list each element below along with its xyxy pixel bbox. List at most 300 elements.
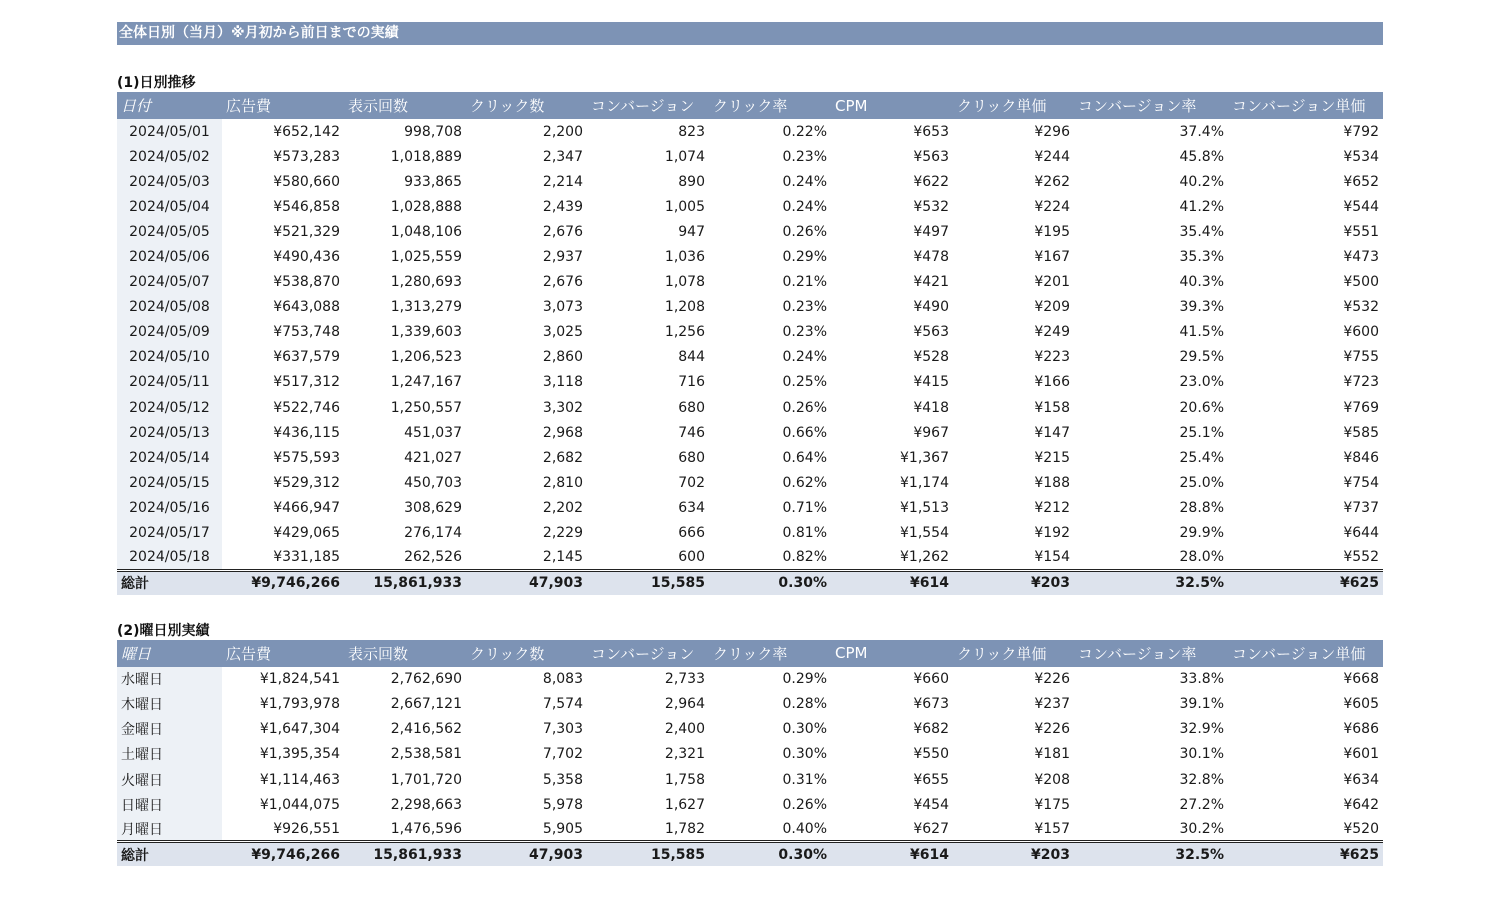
table-cell: 450,703: [404, 474, 462, 491]
table-cell: 0.64%: [782, 449, 827, 466]
table-cell: ¥737: [1343, 499, 1379, 516]
table-cell: ¥212: [1034, 499, 1070, 516]
table-cell: ¥769: [1343, 399, 1379, 416]
table-cell: ¥634: [1343, 771, 1379, 788]
table-cell: 2,937: [542, 249, 583, 266]
table-cell: ¥166: [1034, 374, 1070, 391]
column-header: コンバージョン単価: [1228, 92, 1383, 119]
table-cell: 25.0%: [1179, 474, 1224, 491]
table-row: [117, 270, 1383, 295]
table-cell: 28.8%: [1179, 499, 1224, 516]
table-cell: ¥652: [1343, 173, 1379, 190]
column-header: 表示回数: [344, 92, 466, 119]
table-cell: 0.24%: [782, 173, 827, 190]
table-cell: ¥415: [913, 374, 949, 391]
total-cell: 0.30%: [709, 842, 831, 867]
table-cell: ¥195: [1034, 223, 1070, 240]
total-cell: 15,585: [587, 842, 709, 867]
table-cell: ¥846: [1343, 449, 1379, 466]
row-label-cell: 2024/05/07: [117, 270, 222, 295]
table-cell: 5,905: [542, 820, 583, 837]
table-cell: 0.23%: [782, 299, 827, 316]
table-cell: ¥1,367: [900, 449, 949, 466]
table-cell: 35.4%: [1179, 223, 1224, 240]
total-cell: 32.5%: [1074, 570, 1228, 595]
table-cell: ¥627: [913, 820, 949, 837]
table-cell: 2,321: [664, 746, 705, 763]
row-label-cell: 2024/05/01: [117, 119, 222, 144]
table-cell: 32.8%: [1179, 771, 1224, 788]
table-cell: 1,048,106: [390, 223, 462, 240]
table-cell: 0.28%: [782, 696, 827, 713]
table-cell: 0.23%: [782, 148, 827, 165]
row-label-cell: 2024/05/05: [117, 219, 222, 244]
table-cell: 1,476,596: [390, 820, 462, 837]
table-cell: ¥563: [913, 148, 949, 165]
column-header: CPM: [831, 92, 953, 119]
table-cell: ¥529,312: [273, 474, 340, 491]
daily-table-header: [117, 92, 1383, 119]
table-cell: 2,968: [542, 424, 583, 441]
table-cell: 0.21%: [782, 274, 827, 291]
table-cell: ¥1,174: [900, 474, 949, 491]
row-label-cell: 木曜日: [117, 692, 222, 717]
column-header: コンバージョン: [587, 92, 709, 119]
table-cell: ¥429,065: [273, 525, 340, 542]
table-cell: ¥605: [1343, 696, 1379, 713]
table-row: [117, 792, 1383, 817]
table-cell: ¥215: [1034, 449, 1070, 466]
report-page: [117, 22, 1383, 866]
table-cell: 0.22%: [782, 123, 827, 140]
total-cell: ¥614: [831, 842, 953, 867]
table-cell: ¥644: [1343, 525, 1379, 542]
table-cell: ¥223: [1034, 349, 1070, 366]
table-cell: ¥528: [913, 349, 949, 366]
table-row: [117, 667, 1383, 692]
row-label-cell: 2024/05/03: [117, 169, 222, 194]
total-label-cell: 総計: [117, 842, 222, 867]
table-cell: ¥473: [1343, 249, 1379, 266]
table-cell: 716: [678, 374, 705, 391]
table-row: [117, 546, 1383, 571]
table-cell: 2,676: [542, 274, 583, 291]
total-cell: ¥9,746,266: [222, 842, 344, 867]
table-cell: ¥580,660: [273, 173, 340, 190]
total-cell: 15,861,933: [344, 570, 466, 595]
column-header: コンバージョン率: [1074, 640, 1228, 667]
table-cell: ¥226: [1034, 671, 1070, 688]
total-row: [117, 570, 1383, 595]
table-row: [117, 370, 1383, 395]
table-cell: 2,202: [542, 499, 583, 516]
table-cell: 1,250,557: [390, 399, 462, 416]
table-cell: 23.0%: [1179, 374, 1224, 391]
column-header: CPM: [831, 640, 953, 667]
table-cell: 2,145: [542, 549, 583, 566]
table-cell: 0.30%: [782, 746, 827, 763]
table-row: [117, 320, 1383, 345]
table-cell: ¥1,513: [900, 499, 949, 516]
row-label-cell: 2024/05/06: [117, 244, 222, 269]
table-cell: ¥643,088: [273, 299, 340, 316]
table-cell: 1,280,693: [390, 274, 462, 291]
row-label-cell: 2024/05/10: [117, 345, 222, 370]
table-cell: ¥175: [1034, 796, 1070, 813]
table-cell: ¥686: [1343, 721, 1379, 738]
table-cell: ¥331,185: [273, 549, 340, 566]
row-label-cell: 2024/05/12: [117, 395, 222, 420]
table-cell: 0.23%: [782, 324, 827, 341]
table-row: [117, 295, 1383, 320]
table-cell: ¥552: [1343, 549, 1379, 566]
column-header: 表示回数: [344, 640, 466, 667]
table-cell: ¥754: [1343, 474, 1379, 491]
table-cell: ¥600: [1343, 324, 1379, 341]
daily-table-total: [117, 570, 1383, 595]
column-header: コンバージョン率: [1074, 92, 1228, 119]
table-cell: ¥753,748: [273, 324, 340, 341]
table-cell: ¥521,329: [273, 223, 340, 240]
table-cell: 0.25%: [782, 374, 827, 391]
table-cell: 2,860: [542, 349, 583, 366]
table-row: [117, 445, 1383, 470]
table-cell: 28.0%: [1179, 549, 1224, 566]
column-header: 曜日: [117, 640, 222, 667]
table-cell: 2,667,121: [390, 696, 462, 713]
weekday-section-title: (2)曜日別実績: [117, 622, 210, 639]
table-cell: 3,025: [542, 324, 583, 341]
table-cell: ¥158: [1034, 399, 1070, 416]
table-cell: ¥237: [1034, 696, 1070, 713]
table-cell: ¥454: [913, 796, 949, 813]
header-row: [117, 640, 1383, 667]
table-cell: 2,347: [542, 148, 583, 165]
table-cell: 5,358: [542, 771, 583, 788]
table-cell: ¥532: [913, 198, 949, 215]
row-label-cell: 2024/05/11: [117, 370, 222, 395]
table-cell: ¥209: [1034, 299, 1070, 316]
table-cell: 1,208: [664, 299, 705, 316]
table-cell: 0.29%: [782, 671, 827, 688]
table-cell: ¥181: [1034, 746, 1070, 763]
table-row: [117, 742, 1383, 767]
total-cell: 47,903: [466, 570, 587, 595]
table-cell: ¥500: [1343, 274, 1379, 291]
table-cell: 634: [678, 499, 705, 516]
table-cell: 35.3%: [1179, 249, 1224, 266]
table-cell: ¥522,746: [273, 399, 340, 416]
table-cell: 20.6%: [1179, 399, 1224, 416]
table-cell: ¥201: [1034, 274, 1070, 291]
table-row: [117, 817, 1383, 842]
table-cell: 0.62%: [782, 474, 827, 491]
table-cell: 0.82%: [782, 549, 827, 566]
table-cell: ¥249: [1034, 324, 1070, 341]
total-row: [117, 842, 1383, 867]
weekday-table-total: [117, 842, 1383, 867]
table-cell: ¥478: [913, 249, 949, 266]
table-cell: 0.26%: [782, 223, 827, 240]
table-cell: 844: [678, 349, 705, 366]
table-cell: 25.1%: [1179, 424, 1224, 441]
table-cell: ¥967: [913, 424, 949, 441]
table-cell: ¥520: [1343, 820, 1379, 837]
table-cell: 1,025,559: [390, 249, 462, 266]
table-cell: 2,682: [542, 449, 583, 466]
table-cell: ¥157: [1034, 820, 1070, 837]
table-cell: 702: [678, 474, 705, 491]
table-cell: 39.3%: [1179, 299, 1224, 316]
table-cell: 27.2%: [1179, 796, 1224, 813]
table-cell: ¥296: [1034, 123, 1070, 140]
table-cell: ¥544: [1343, 198, 1379, 215]
table-cell: 2,400: [664, 721, 705, 738]
row-label-cell: 2024/05/02: [117, 144, 222, 169]
table-cell: 1,028,888: [390, 198, 462, 215]
weekday-table-header: [117, 640, 1383, 667]
column-header: クリック数: [466, 92, 587, 119]
row-label-cell: 月曜日: [117, 817, 222, 842]
table-cell: 451,037: [404, 424, 462, 441]
table-cell: ¥517,312: [273, 374, 340, 391]
table-cell: 39.1%: [1179, 696, 1224, 713]
table-cell: ¥1,044,075: [259, 796, 340, 813]
table-cell: ¥563: [913, 324, 949, 341]
table-cell: ¥224: [1034, 198, 1070, 215]
header-row: [117, 92, 1383, 119]
table-cell: 890: [678, 173, 705, 190]
table-cell: 2,416,562: [390, 721, 462, 738]
table-row: [117, 119, 1383, 144]
table-cell: ¥244: [1034, 148, 1070, 165]
table-row: [117, 219, 1383, 244]
table-cell: ¥466,947: [273, 499, 340, 516]
total-cell: 0.30%: [709, 570, 831, 595]
row-label-cell: 日曜日: [117, 792, 222, 817]
table-cell: ¥546,858: [273, 198, 340, 215]
table-cell: 37.4%: [1179, 123, 1224, 140]
table-row: [117, 692, 1383, 717]
table-cell: 7,574: [542, 696, 583, 713]
total-cell: ¥625: [1228, 842, 1383, 867]
table-row: [117, 717, 1383, 742]
table-row: [117, 521, 1383, 546]
table-cell: ¥226: [1034, 721, 1070, 738]
total-cell: ¥203: [953, 570, 1074, 595]
row-label-cell: 2024/05/16: [117, 495, 222, 520]
daily-table-body: [117, 119, 1383, 570]
table-cell: 32.9%: [1179, 721, 1224, 738]
table-cell: ¥682: [913, 721, 949, 738]
table-cell: ¥1,395,354: [259, 746, 340, 763]
table-cell: 680: [678, 399, 705, 416]
table-cell: 1,206,523: [390, 349, 462, 366]
table-cell: ¥421: [913, 274, 949, 291]
table-cell: 33.8%: [1179, 671, 1224, 688]
table-cell: ¥534: [1343, 148, 1379, 165]
daily-table: [117, 92, 1383, 595]
table-cell: 0.40%: [782, 820, 827, 837]
table-cell: 308,629: [404, 499, 462, 516]
table-cell: 0.81%: [782, 525, 827, 542]
table-cell: 933,865: [404, 173, 462, 190]
table-cell: ¥1,554: [900, 525, 949, 542]
total-cell: 15,861,933: [344, 842, 466, 867]
table-row: [117, 420, 1383, 445]
row-label-cell: 水曜日: [117, 667, 222, 692]
table-cell: ¥192: [1034, 525, 1070, 542]
table-cell: ¥585: [1343, 424, 1379, 441]
table-cell: 1,758: [664, 771, 705, 788]
table-cell: ¥147: [1034, 424, 1070, 441]
total-cell: 32.5%: [1074, 842, 1228, 867]
row-label-cell: 2024/05/09: [117, 320, 222, 345]
table-cell: ¥538,870: [273, 274, 340, 291]
table-cell: 45.8%: [1179, 148, 1224, 165]
row-label-cell: 火曜日: [117, 767, 222, 792]
table-cell: 680: [678, 449, 705, 466]
table-cell: ¥188: [1034, 474, 1070, 491]
table-cell: ¥673: [913, 696, 949, 713]
table-cell: 41.5%: [1179, 324, 1224, 341]
table-cell: 276,174: [404, 525, 462, 542]
table-cell: 7,303: [542, 721, 583, 738]
table-cell: 1,036: [664, 249, 705, 266]
table-cell: 262,526: [404, 549, 462, 566]
table-cell: ¥490,436: [273, 249, 340, 266]
row-label-cell: 2024/05/17: [117, 521, 222, 546]
table-cell: 1,627: [664, 796, 705, 813]
table-cell: 0.31%: [782, 771, 827, 788]
report-banner: 全体日別（当月）※月初から前日までの実績: [117, 22, 1383, 45]
table-cell: ¥1,824,541: [259, 671, 340, 688]
table-cell: ¥262: [1034, 173, 1070, 190]
table-cell: 1,313,279: [390, 299, 462, 316]
table-cell: ¥490: [913, 299, 949, 316]
table-cell: 1,782: [664, 820, 705, 837]
total-cell: ¥625: [1228, 570, 1383, 595]
table-cell: ¥497: [913, 223, 949, 240]
table-cell: 3,073: [542, 299, 583, 316]
table-cell: ¥436,115: [273, 424, 340, 441]
table-cell: 2,964: [664, 696, 705, 713]
table-cell: 421,027: [404, 449, 462, 466]
table-row: [117, 495, 1383, 520]
table-cell: 1,701,720: [390, 771, 462, 788]
table-cell: ¥668: [1343, 671, 1379, 688]
table-cell: ¥642: [1343, 796, 1379, 813]
table-cell: ¥653: [913, 123, 949, 140]
table-cell: 947: [678, 223, 705, 240]
row-label-cell: 土曜日: [117, 742, 222, 767]
weekday-table-body: [117, 667, 1383, 842]
table-cell: 8,083: [542, 671, 583, 688]
table-cell: ¥532: [1343, 299, 1379, 316]
table-cell: 0.24%: [782, 349, 827, 366]
column-header: クリック率: [709, 640, 831, 667]
table-cell: 41.2%: [1179, 198, 1224, 215]
table-cell: 1,005: [664, 198, 705, 215]
total-cell: ¥614: [831, 570, 953, 595]
table-cell: 998,708: [404, 123, 462, 140]
table-cell: ¥1,793,978: [259, 696, 340, 713]
table-cell: ¥755: [1343, 349, 1379, 366]
table-row: [117, 345, 1383, 370]
table-cell: ¥550: [913, 746, 949, 763]
table-cell: 2,733: [664, 671, 705, 688]
table-cell: 1,256: [664, 324, 705, 341]
table-cell: 0.66%: [782, 424, 827, 441]
row-label-cell: 2024/05/14: [117, 445, 222, 470]
table-cell: 2,762,690: [390, 671, 462, 688]
table-cell: 7,702: [542, 746, 583, 763]
table-cell: 0.26%: [782, 399, 827, 416]
table-row: [117, 767, 1383, 792]
table-cell: 666: [678, 525, 705, 542]
table-cell: 25.4%: [1179, 449, 1224, 466]
total-cell: ¥203: [953, 842, 1074, 867]
table-cell: ¥1,647,304: [259, 721, 340, 738]
table-cell: 40.2%: [1179, 173, 1224, 190]
table-cell: 0.26%: [782, 796, 827, 813]
row-label-cell: 2024/05/04: [117, 194, 222, 219]
table-cell: ¥573,283: [273, 148, 340, 165]
row-label-cell: 2024/05/08: [117, 295, 222, 320]
table-cell: 1,078: [664, 274, 705, 291]
table-row: [117, 470, 1383, 495]
column-header: コンバージョン: [587, 640, 709, 667]
table-cell: ¥660: [913, 671, 949, 688]
column-header: クリック数: [466, 640, 587, 667]
table-cell: 30.1%: [1179, 746, 1224, 763]
table-cell: 746: [678, 424, 705, 441]
table-cell: ¥655: [913, 771, 949, 788]
table-cell: 3,118: [542, 374, 583, 391]
row-label-cell: 2024/05/13: [117, 420, 222, 445]
table-cell: ¥723: [1343, 374, 1379, 391]
table-row: [117, 169, 1383, 194]
column-header: クリック単価: [953, 92, 1074, 119]
column-header: クリック率: [709, 92, 831, 119]
total-cell: 47,903: [466, 842, 587, 867]
table-cell: ¥1,262: [900, 549, 949, 566]
table-cell: 2,439: [542, 198, 583, 215]
table-row: [117, 395, 1383, 420]
table-cell: ¥652,142: [273, 123, 340, 140]
table-cell: ¥208: [1034, 771, 1070, 788]
table-cell: 2,229: [542, 525, 583, 542]
table-cell: 30.2%: [1179, 820, 1224, 837]
table-cell: ¥926,551: [273, 820, 340, 837]
daily-section-title: (1)日別推移: [117, 75, 196, 91]
table-cell: ¥575,593: [273, 449, 340, 466]
table-row: [117, 194, 1383, 219]
table-cell: 2,538,581: [390, 746, 462, 763]
table-cell: ¥1,114,463: [259, 771, 340, 788]
row-label-cell: 2024/05/15: [117, 470, 222, 495]
table-cell: ¥551: [1343, 223, 1379, 240]
table-cell: ¥167: [1034, 249, 1070, 266]
table-cell: 3,302: [542, 399, 583, 416]
table-cell: ¥154: [1034, 549, 1070, 566]
table-cell: 2,810: [542, 474, 583, 491]
table-cell: ¥792: [1343, 123, 1379, 140]
table-cell: 0.30%: [782, 721, 827, 738]
total-label-cell: 総計: [117, 570, 222, 595]
column-header: コンバージョン単価: [1228, 640, 1383, 667]
table-cell: 29.5%: [1179, 349, 1224, 366]
